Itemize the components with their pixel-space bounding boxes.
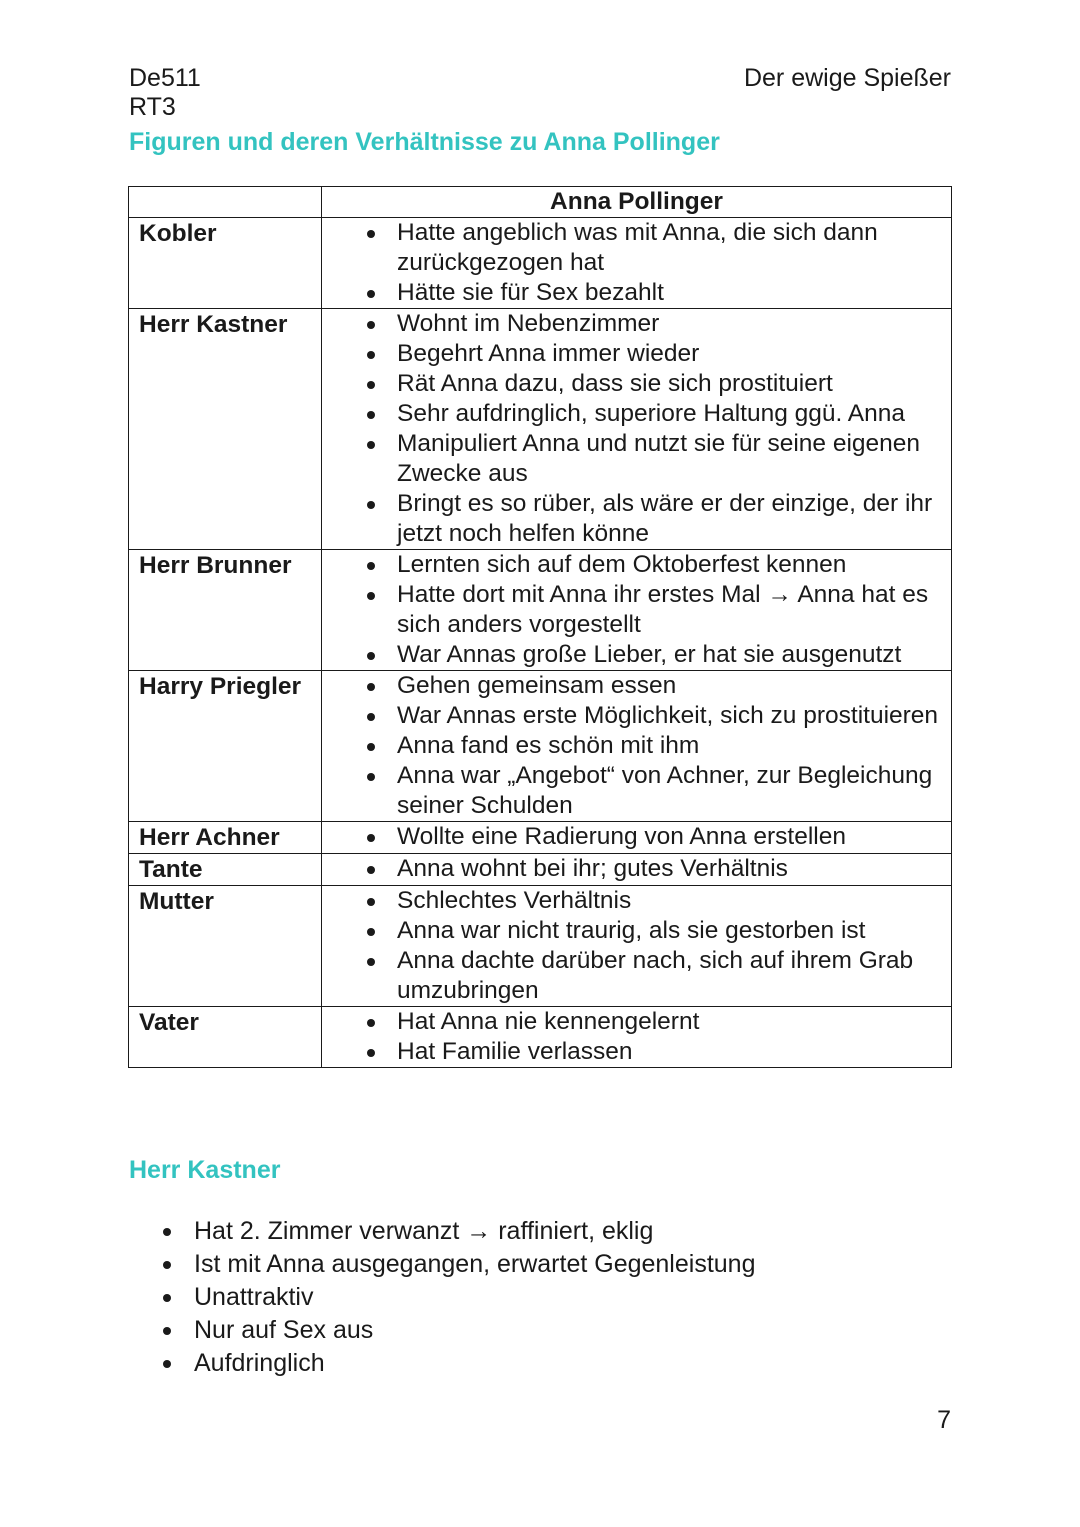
character-name: Kobler: [129, 218, 322, 309]
character-name: Vater: [129, 1007, 322, 1068]
list-item: Anna fand es schön mit ihm: [322, 731, 951, 761]
header-left: [129, 64, 201, 122]
character-name: Tante: [129, 854, 322, 886]
character-notes: [322, 1007, 952, 1068]
character-name: Mutter: [129, 886, 322, 1007]
table-header-row: [129, 187, 952, 218]
list-item: Rät Anna dazu, dass sie sich prostituiert: [322, 369, 951, 399]
list-item: Anna war „Angebot“ von Achner, zur Begleichung seiner Schulden: [322, 761, 951, 821]
table-row: [129, 309, 952, 550]
character-notes: [322, 550, 952, 671]
list-item: Unattraktiv: [160, 1281, 755, 1314]
list-item: Hat 2. Zimmer verwanzt → raffiniert, eklig: [160, 1215, 755, 1248]
list-item: Sehr aufdringlich, superiore Haltung ggü. Anna: [322, 399, 951, 429]
table-corner-cell: [129, 187, 322, 218]
list-item: War Annas erste Möglichkeit, sich zu prostituieren: [322, 701, 951, 731]
list-item: Ist mit Anna ausgegangen, erwartet Gegenleistung: [160, 1248, 755, 1281]
course-code: De511: [129, 64, 201, 92]
list-item: Lernten sich auf dem Oktoberfest kennen: [322, 550, 951, 580]
section-title-characters: Figuren und deren Verhältnisse zu Anna Pollinger: [129, 128, 720, 156]
list-item: Wohnt im Nebenzimmer: [322, 309, 951, 339]
character-notes: [322, 854, 952, 886]
character-name: Harry Priegler: [129, 671, 322, 822]
list-item: Hat Anna nie kennengelernt: [322, 1007, 951, 1037]
list-item: Anna dachte darüber nach, sich auf ihrem Grab umzubringen: [322, 946, 951, 1006]
table-row: [129, 822, 952, 854]
relationship-table: [128, 186, 952, 1068]
character-notes: [322, 309, 952, 550]
list-item: War Annas große Lieber, er hat sie ausgenutzt: [322, 640, 951, 670]
page-number: 7: [937, 1406, 951, 1434]
list-item: Nur auf Sex aus: [160, 1314, 755, 1347]
list-item: Aufdringlich: [160, 1347, 755, 1380]
list-item: Hatte dort mit Anna ihr erstes Mal → Anna hat es sich anders vorgestellt: [322, 580, 951, 640]
list-item: Bringt es so rüber, als wäre er der einzige, der ihr jetzt noch helfen könne: [322, 489, 951, 549]
table-row: [129, 218, 952, 309]
table-row: [129, 550, 952, 671]
kastner-traits-list: [160, 1215, 755, 1380]
list-item: Hatte angeblich was mit Anna, die sich dann zurückgezogen hat: [322, 218, 951, 278]
character-name: Herr Brunner: [129, 550, 322, 671]
table-column-header: Anna Pollinger: [322, 187, 952, 218]
character-name: Herr Achner: [129, 822, 322, 854]
section-title-kastner: Herr Kastner: [129, 1156, 281, 1184]
character-name: Herr Kastner: [129, 309, 322, 550]
table-row: [129, 854, 952, 886]
list-item: Gehen gemeinsam essen: [322, 671, 951, 701]
table-row: [129, 671, 952, 822]
list-item: Anna wohnt bei ihr; gutes Verhältnis: [322, 854, 951, 884]
list-item: Schlechtes Verhältnis: [322, 886, 951, 916]
list-item: Manipuliert Anna und nutzt sie für seine eigenen Zwecke aus: [322, 429, 951, 489]
list-item: Anna war nicht traurig, als sie gestorben ist: [322, 916, 951, 946]
list-item: Hätte sie für Sex bezahlt: [322, 278, 951, 308]
character-notes: [322, 671, 952, 822]
table-row: [129, 1007, 952, 1068]
character-notes: [322, 886, 952, 1007]
list-item: Wollte eine Radierung von Anna erstellen: [322, 822, 951, 852]
document-title: Der ewige Spießer: [743, 64, 951, 92]
table-row: [129, 886, 952, 1007]
character-notes: [322, 822, 952, 854]
character-notes: [322, 218, 952, 309]
list-item: Begehrt Anna immer wieder: [322, 339, 951, 369]
list-item: Hat Familie verlassen: [322, 1037, 951, 1067]
class-code: RT3: [129, 93, 176, 121]
